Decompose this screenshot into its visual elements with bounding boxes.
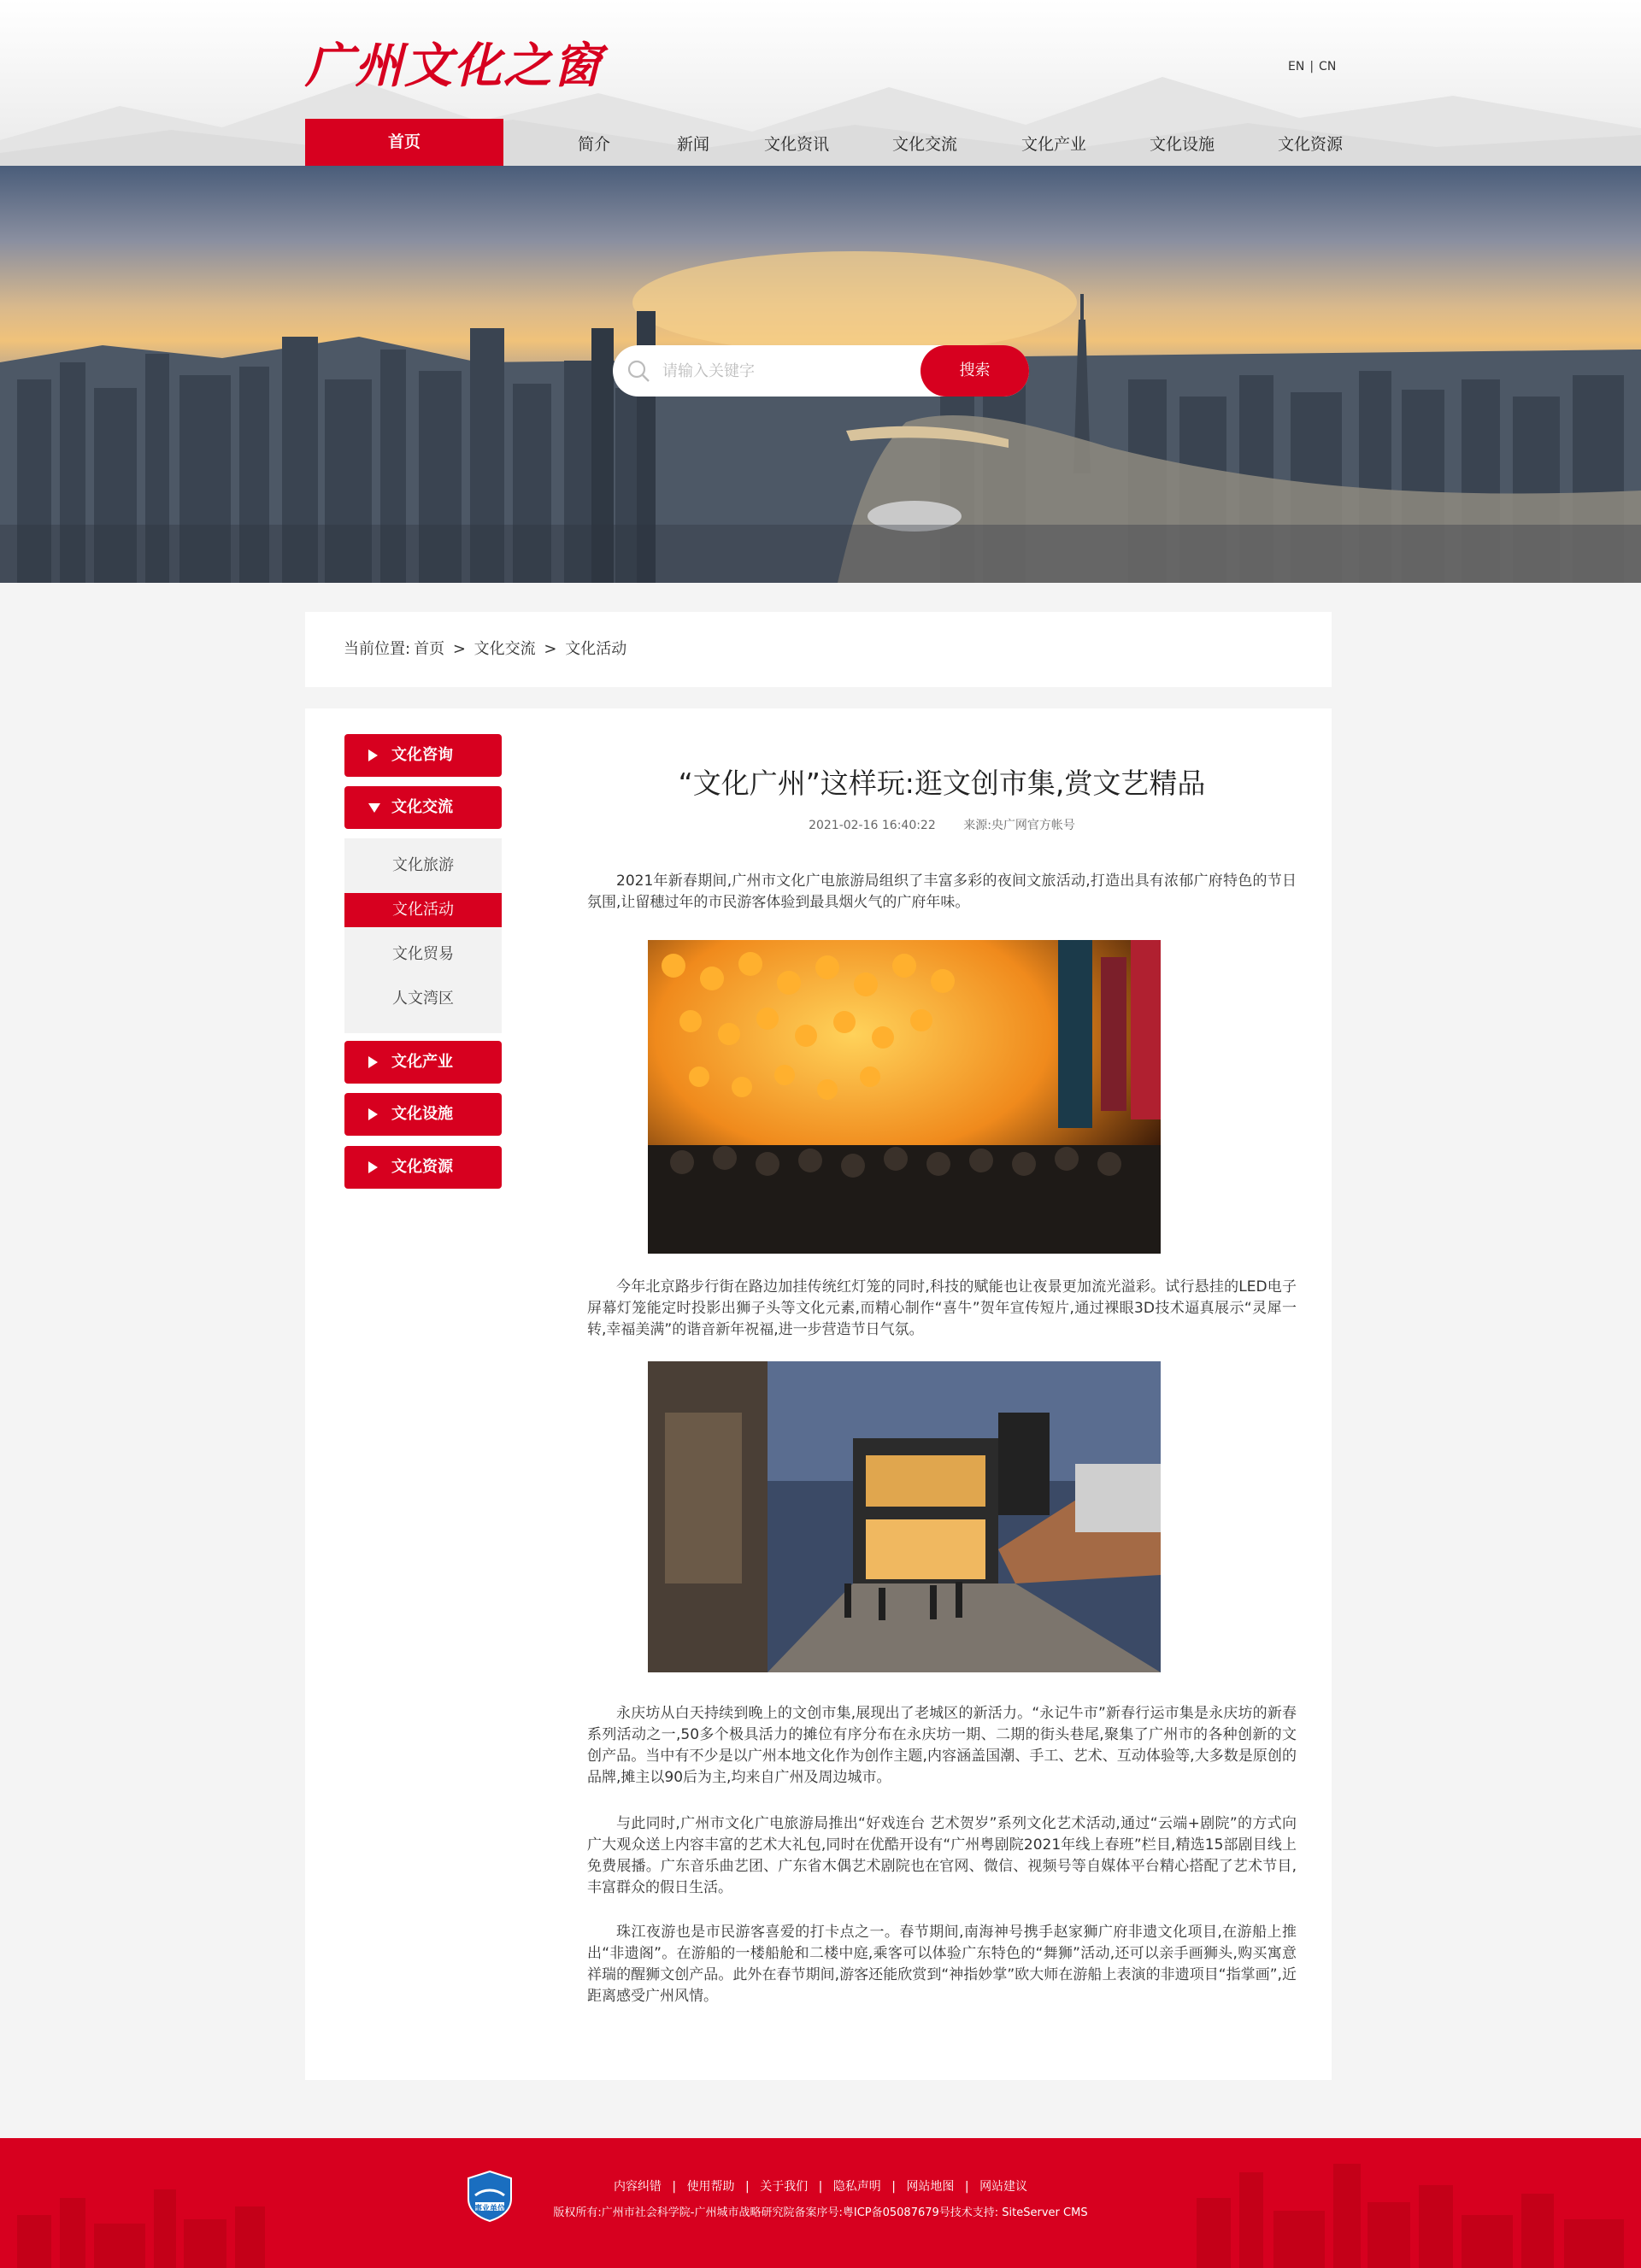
breadcrumb-separator: > — [544, 640, 557, 658]
nav-culture-exchange[interactable]: 文化交流 — [891, 135, 957, 154]
sidebar-group-culture-industry[interactable] — [344, 1041, 502, 1084]
lantern-street-image — [648, 940, 1161, 1254]
sidebar-group-label: 文化咨询 — [391, 746, 453, 764]
triangle-right-icon — [368, 1108, 378, 1120]
article-date: 2021-02-16 16:40:22 — [809, 819, 936, 832]
footer-link-about[interactable]: 关于我们 — [760, 2180, 809, 2194]
sidebar-submenu — [344, 838, 502, 1033]
site-footer — [0, 2138, 1641, 2268]
sidebar-group-label: 文化设施 — [391, 1105, 453, 1123]
search-button[interactable]: 搜索 — [920, 345, 1029, 397]
footer-link-error-report[interactable]: 内容纠错 — [613, 2180, 662, 2194]
content-panel — [305, 708, 1332, 2080]
sidebar-group-label: 文化产业 — [391, 1053, 453, 1071]
nav-culture-industry[interactable]: 文化产业 — [1020, 135, 1086, 154]
footer-link-separator: | — [891, 2180, 896, 2194]
sidebar-group-culture-exchange[interactable] — [344, 786, 502, 829]
nav-intro[interactable]: 简介 — [577, 135, 610, 154]
article-source: 来源:央广网官方帐号 — [963, 819, 1075, 832]
nav-culture-facilities[interactable]: 文化设施 — [1149, 135, 1215, 154]
sidebar-group-culture-facilities[interactable] — [344, 1093, 502, 1136]
search-icon — [626, 359, 650, 383]
footer-link-separator: | — [672, 2180, 677, 2194]
sidebar-group-culture-resources[interactable] — [344, 1146, 502, 1189]
sidebar-group-label: 文化交流 — [391, 798, 453, 816]
lang-en[interactable]: EN — [1288, 60, 1305, 73]
language-switch — [1285, 60, 1338, 73]
triangle-down-icon — [368, 803, 380, 813]
nav-culture-resources[interactable]: 文化资源 — [1277, 135, 1343, 154]
nav-home[interactable]: 首页 — [305, 119, 503, 166]
nav-culture-info[interactable]: 文化资讯 — [763, 135, 829, 154]
article-paragraph: 永庆坊从白天持续到晚上的文创市集,展现出了老城区的新活力。“永记牛市”新春行运市集是永庆坊的新春系列活动之一,50多个极具活力的摊位有序分布在永庆坊一期、二期的街头巷尾,聚集了广州市的各种创新的文创产品。当中有不少是以广州本地文化作为创作主题,内容涵盖国潮、手工、艺术、互动体验等,大多数是原创的品牌,摊主以90后为主,均来自广州及周边城市。 — [587, 1705, 1297, 1786]
article-paragraph: 与此同时,广州市文化广电旅游局推出“好戏连台 艺术贺岁”系列文化艺术活动,通过“云端+剧院”的方式向广大观众送上内容丰富的艺术大礼包,同时在优酷开设有“广州粤剧院2021年线上春班”栏目,精选15部剧目线上免费展播。广东音乐曲艺团、广东省木偶艺术剧院也在官网、微信、视频号等自媒体平台精心搭配了艺术节目,丰富群众的假日生活。 — [587, 1815, 1297, 1896]
lantern-street-photo — [648, 940, 1161, 1254]
article-meta — [587, 816, 1297, 833]
article-paragraph: 今年北京路步行街在路边加挂传统红灯笼的同时,科技的赋能也让夜景更加流光溢彩。试行悬挂的LED电子屏幕灯笼能定时投影出狮子头等文化元素,而精心制作“喜牛”贺年宣传短片,通过裸眼3D技术逼真展示“灵犀一转,幸福美满”的谐音新年祝福,进一步营造节日气氛。 — [587, 1278, 1297, 1338]
footer-link-help[interactable]: 使用帮助 — [686, 2180, 735, 2194]
triangle-right-icon — [368, 1056, 378, 1068]
breadcrumb-current: 文化活动 — [565, 640, 627, 658]
breadcrumb-prefix: 当前位置: — [344, 640, 411, 658]
sidebar-item-culture-activities[interactable]: 文化活动 — [344, 893, 502, 927]
site-logo[interactable]: 广州文化之窗 — [305, 38, 603, 94]
footer-link-sitemap[interactable]: 网站地图 — [906, 2180, 955, 2194]
gov-badge-label: 事业单位 — [473, 2205, 505, 2213]
yongqingfang-photo — [648, 1361, 1161, 1672]
footer-link-privacy[interactable]: 隐私声明 — [832, 2180, 881, 2194]
article-title: “文化广州”这样玩:逛文创市集,赏文艺精品 — [678, 767, 1206, 800]
article-paragraph: 珠江夜游也是市民游客喜爱的打卡点之一。春节期间,南海神号携手赵家狮广府非遗文化项目,在游船上推出“非遗阁”。在游船的一楼船舱和二楼中庭,乘客可以体验广东特色的“舞狮”活动,还可以亲手画狮头,购买寓意祥瑞的醒狮文创产品。此外在春节期间,游客还能欣赏到“神指妙掌”欧大师在游船上表演的非遗项目“指掌画”,近距离感受广州风情。 — [587, 1924, 1297, 2005]
sidebar-item-culture-trade[interactable]: 文化贸易 — [392, 945, 454, 963]
lang-cn[interactable]: CN — [1319, 60, 1337, 73]
search-input[interactable] — [662, 355, 910, 386]
site-header — [0, 0, 1641, 166]
triangle-right-icon — [368, 749, 378, 761]
sidebar-item-culture-tourism[interactable]: 文化旅游 — [392, 856, 454, 874]
footer-link-separator: | — [818, 2180, 823, 2194]
sidebar-group-label: 文化资源 — [391, 1158, 453, 1176]
nav-news[interactable]: 新闻 — [676, 135, 709, 154]
triangle-right-icon — [368, 1161, 378, 1173]
footer-link-separator: | — [745, 2180, 750, 2194]
footer-links — [513, 2177, 1128, 2195]
gov-badge-icon[interactable] — [467, 2170, 513, 2223]
article-paragraph: 2021年新春期间,广州市文化广电旅游局组织了丰富多彩的夜间文旅活动,打造出具有浓郁广府特色的节日氛围,让留穗过年的市民游客体验到最具烟火气的广府年味。 — [587, 873, 1297, 911]
sidebar-group-culture-consult[interactable] — [344, 734, 502, 777]
main-nav — [305, 119, 1343, 166]
sidebar-item-humanities-bay[interactable]: 人文湾区 — [392, 990, 454, 1008]
breadcrumb — [305, 612, 1332, 687]
breadcrumb-home[interactable]: 首页 — [414, 640, 445, 658]
breadcrumb-separator: > — [452, 640, 466, 658]
yongqingfang-street-image — [648, 1361, 1161, 1672]
footer-link-suggestions[interactable]: 网站建议 — [979, 2180, 1028, 2194]
breadcrumb-culture-exchange[interactable]: 文化交流 — [473, 640, 536, 658]
lang-separator: | — [1309, 60, 1315, 73]
footer-copyright: 版权所有:广州市社会科学院-广州城市战略研究院备案序号:粤ICP备05087679号技术支持: SiteServer CMS — [553, 2206, 1088, 2219]
footer-link-separator: | — [964, 2180, 969, 2194]
